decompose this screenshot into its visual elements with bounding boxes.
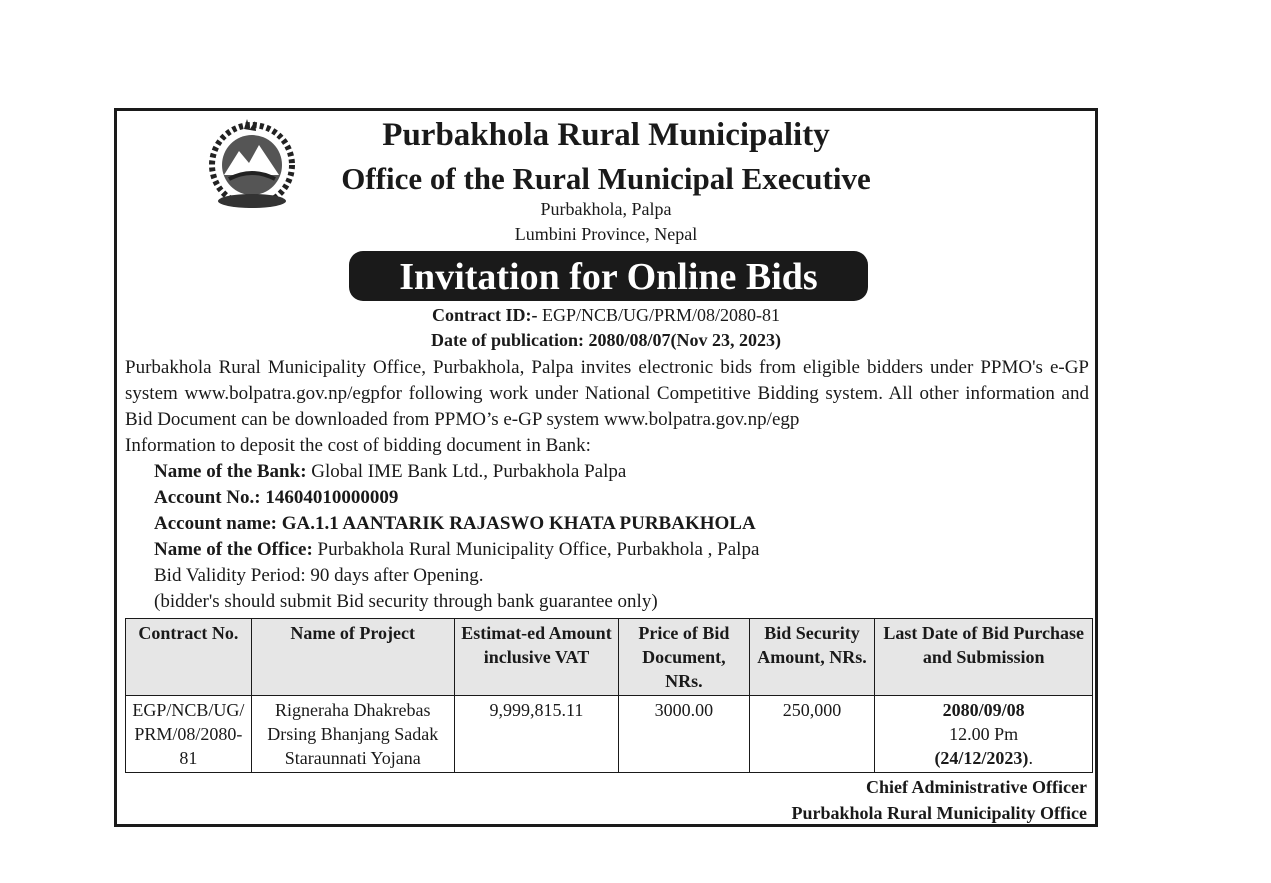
bank-name: [125, 459, 1089, 485]
security-amount-cell: 250,000: [749, 696, 875, 773]
table-row: [126, 696, 1093, 773]
last-date-bs: 2080/09/08: [942, 700, 1025, 720]
column-header: Contract No.: [126, 619, 252, 696]
column-header: Bid Security Amount, NRs.: [749, 619, 875, 696]
publication-date: Date of publication: 2080/08/07(Nov 23, 2023): [431, 330, 781, 350]
column-header: Name of Project: [251, 619, 454, 696]
last-date-cell: [875, 696, 1093, 773]
account-name: Account name: GA.1.1 AANTARIK RAJASWO KHATA PURBAKHOLA: [154, 513, 756, 534]
account-number: Account No.: 14604010000009: [154, 487, 399, 508]
bid-validity: Bid Validity Period: 90 days after Opening.: [154, 565, 484, 586]
notice-heading: Invitation for Online Bids: [349, 251, 868, 301]
contract-id-value: EGP/NCB/UG/PRM/08/2080-81: [537, 305, 780, 325]
column-header: Price of Bid Document, NRs.: [619, 619, 750, 696]
table-header-row: [126, 619, 1093, 696]
contract-id-label: Contract ID:-: [431, 305, 538, 325]
office-subtitle: Office of the Rural Municipal Executive: [341, 161, 871, 196]
contract-no-cell: EGP/NCB/UG/ PRM/08/2080-81: [126, 696, 252, 773]
last-date-ad: (24/12/2023): [934, 748, 1029, 768]
notice-body: [125, 355, 1089, 615]
last-time: 12.00 Pm: [949, 724, 1019, 744]
document-price-cell: 3000.00: [619, 696, 750, 773]
last-date-ad-suffix: .: [1028, 748, 1033, 768]
bid-table: [125, 618, 1093, 773]
address-line-1: Purbakhola, Palpa: [540, 199, 672, 219]
signatory-office: Purbakhola Rural Municipality Office: [791, 803, 1087, 823]
project-name-cell: Rigneraha Dhakrebas Drsing Bhanjang Sadak Staraunnati Yojana: [251, 696, 454, 773]
office-name-value: Purbakhola Rural Municipality Office, Purbakhola , Palpa: [312, 539, 760, 560]
notice-box: [114, 108, 1098, 827]
bank-name-label: Name of the Bank:: [154, 461, 307, 482]
office-name: [125, 537, 1089, 563]
column-header: Estimat-ed Amount inclusive VAT: [454, 619, 618, 696]
security-note: (bidder's should submit Bid security through bank guarantee only): [154, 591, 658, 612]
estimated-amount-cell: 9,999,815.11: [454, 696, 618, 773]
contract-id: [117, 305, 1095, 326]
municipality-title: Purbakhola Rural Municipality: [382, 117, 830, 153]
office-name-label: Name of the Office:: [154, 539, 313, 560]
column-header: Last Date of Bid Purchase and Submission: [875, 619, 1093, 696]
last-date-ad-line: [879, 746, 1088, 770]
intro-paragraph: Purbakhola Rural Municipality Office, Purbakhola, Palpa invites electronic bids from eligible bidders under PPMO's e-GP system www.bolpatra.gov.np/egpfor following work under National Competitive Bidding system. All other information and Bid Document can be downloaded from PPMO’s e-GP system www.bolpatra.gov.np/egp: [125, 357, 1089, 430]
bank-info-heading: Information to deposit the cost of bidding document in Bank:: [125, 435, 591, 456]
signatory-title: Chief Administrative Officer: [866, 777, 1087, 797]
bank-name-value: Global IME Bank Ltd., Purbakhola Palpa: [306, 461, 627, 482]
address-line-2: Lumbini Province, Nepal: [514, 224, 698, 244]
